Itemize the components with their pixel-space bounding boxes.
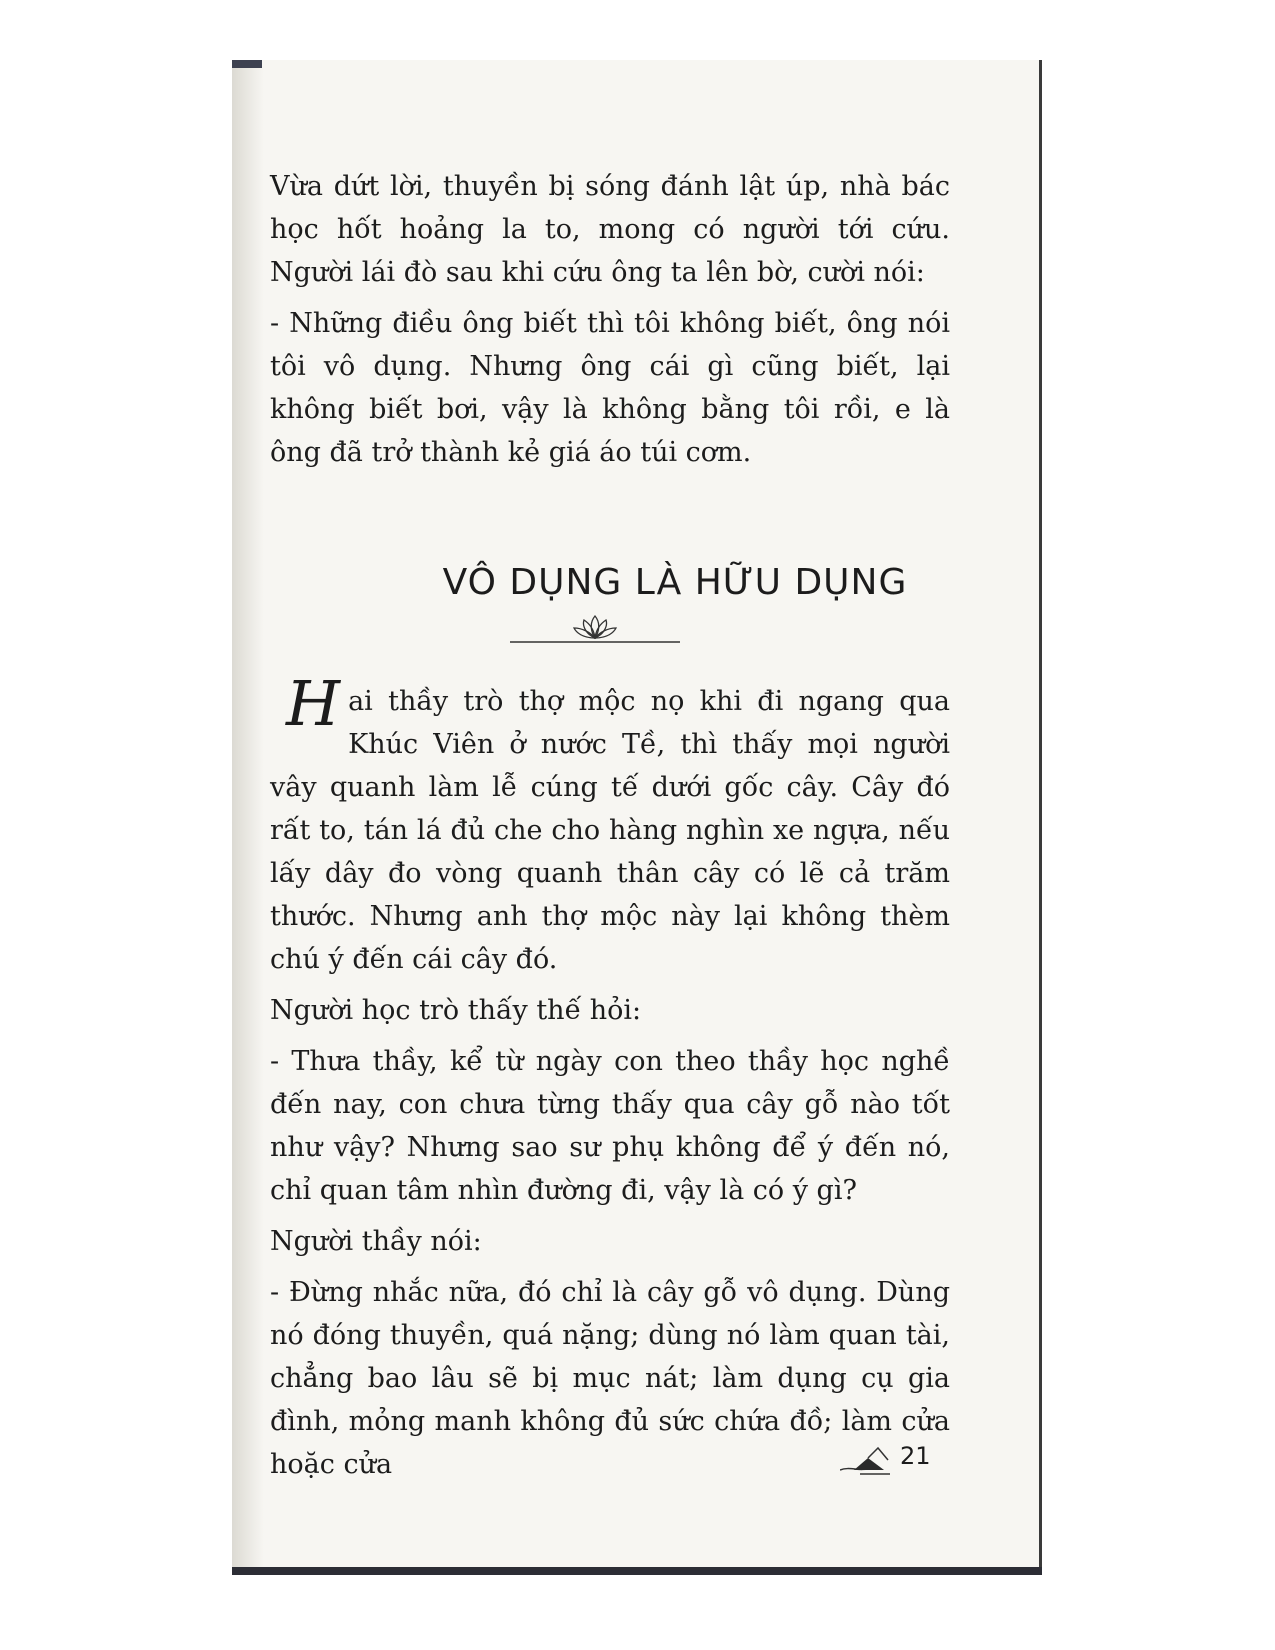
intro-text [270, 165, 950, 474]
binding-shadow [232, 68, 264, 1567]
intro-paragraph: - Những điều ông biết thì tôi không biết, ông nói tôi vô dụng. Nhưng ông cái gì cũng biết, lại không biết bơi, vậy là không bằng tôi rồi, e là ông đã trở thành kẻ giá áo túi cơm. [270, 308, 950, 468]
first-paragraph [270, 667, 950, 981]
body-paragraph: Người học trò thấy thế hỏi: [270, 995, 642, 1026]
page-top-edge [232, 60, 262, 68]
intro-paragraph: Vừa dứt lời, thuyền bị sóng đánh lật úp, nhà bác học hốt hoảng la to, mong có người tới cứu. Người lái đò sau khi cứu ông ta lên bờ, cười nói: [270, 171, 950, 288]
drop-cap: H [286, 667, 341, 740]
section-heading-wrap [270, 562, 950, 603]
body-paragraph: Người thầy nói: [270, 1226, 482, 1257]
body-paragraph: - Đừng nhắc nữa, đó chỉ là cây gỗ vô dụng. Dùng nó đóng thuyền, quá nặng; dùng nó làm quan tài, chẳng bao lâu sẽ bị mục nát; làm dụng cụ gia đình, mỏng manh không đủ sức chứa đồ; làm cửa hoặc cửa [270, 1277, 950, 1480]
page-number: 21 [900, 1442, 931, 1470]
page-bottom-edge [232, 1567, 1042, 1575]
section-title: VÔ DỤNG LÀ HỮU DỤNG [442, 562, 908, 603]
body-paragraph: - Thưa thầy, kể từ ngày con theo thầy học nghề đến nay, con chưa từng thấy qua cây gỗ nào tốt như vậy? Nhưng sao sư phụ không để ý đến nó, chỉ quan tâm nhìn đường đi, vậy là có ý gì? [270, 1046, 950, 1206]
story-body [270, 667, 950, 1486]
first-paragraph-text: ai thầy trò thợ mộc nọ khi đi ngang qua Khúc Viên ở nước Tề, thì thấy mọi người vây quanh làm lễ cúng tế dưới gốc cây. Cây đó rất to, tán lá đủ che cho hàng nghìn xe ngựa, nếu lấy dây đo vòng quanh thân cây có lẽ cả trăm thước. Nhưng anh thợ mộc này lại không thèm chú ý đến cái cây đó. [270, 686, 950, 975]
lotus-ornament-icon [510, 612, 680, 652]
